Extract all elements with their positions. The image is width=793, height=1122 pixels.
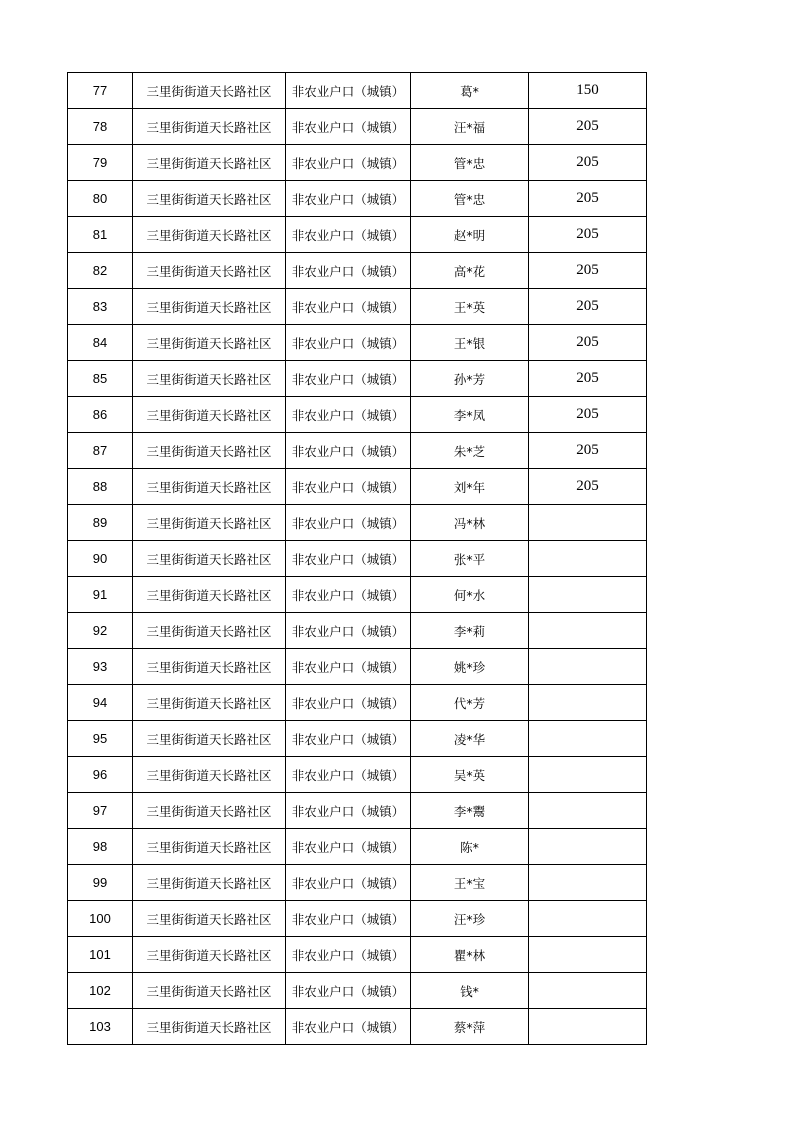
table-row [68, 469, 647, 505]
location-cell: 三里街街道天长路社区 [133, 289, 286, 325]
amount-cell [529, 577, 647, 613]
name-cell: 蔡*萍 [411, 1009, 529, 1045]
table-row [68, 325, 647, 361]
row-number-cell: 86 [68, 397, 133, 433]
household-type-cell: 非农业户口（城镇） [286, 109, 411, 145]
table-row [68, 505, 647, 541]
name-cell: 赵*明 [411, 217, 529, 253]
row-number-cell: 89 [68, 505, 133, 541]
name-cell: 朱*芝 [411, 433, 529, 469]
name-cell: 何*水 [411, 577, 529, 613]
amount-cell: 205 [529, 325, 647, 361]
table-row [68, 361, 647, 397]
amount-cell [529, 649, 647, 685]
amount-cell [529, 685, 647, 721]
household-type-cell: 非农业户口（城镇） [286, 757, 411, 793]
household-type-cell: 非农业户口（城镇） [286, 253, 411, 289]
name-cell: 汪*珍 [411, 901, 529, 937]
household-type-cell: 非农业户口（城镇） [286, 469, 411, 505]
household-type-cell: 非农业户口（城镇） [286, 325, 411, 361]
amount-cell: 205 [529, 469, 647, 505]
location-cell: 三里街街道天长路社区 [133, 541, 286, 577]
location-cell: 三里街街道天长路社区 [133, 397, 286, 433]
amount-cell: 205 [529, 289, 647, 325]
row-number-cell: 99 [68, 865, 133, 901]
household-type-cell: 非农业户口（城镇） [286, 937, 411, 973]
name-cell: 凌*华 [411, 721, 529, 757]
name-cell: 张*平 [411, 541, 529, 577]
household-type-cell: 非农业户口（城镇） [286, 289, 411, 325]
row-number-cell: 87 [68, 433, 133, 469]
name-cell: 王*宝 [411, 865, 529, 901]
table-row [68, 253, 647, 289]
table-row [68, 829, 647, 865]
location-cell: 三里街街道天长路社区 [133, 217, 286, 253]
table-row [68, 217, 647, 253]
name-cell: 钱* [411, 973, 529, 1009]
name-cell: 吴*英 [411, 757, 529, 793]
row-number-cell: 81 [68, 217, 133, 253]
row-number-cell: 92 [68, 613, 133, 649]
name-cell: 姚*珍 [411, 649, 529, 685]
name-cell: 孙*芳 [411, 361, 529, 397]
name-cell: 冯*林 [411, 505, 529, 541]
row-number-cell: 94 [68, 685, 133, 721]
table-row [68, 577, 647, 613]
household-type-cell: 非农业户口（城镇） [286, 1009, 411, 1045]
household-type-cell: 非农业户口（城镇） [286, 829, 411, 865]
location-cell: 三里街街道天长路社区 [133, 433, 286, 469]
amount-cell [529, 541, 647, 577]
amount-cell: 205 [529, 397, 647, 433]
location-cell: 三里街街道天长路社区 [133, 505, 286, 541]
table-row [68, 649, 647, 685]
row-number-cell: 95 [68, 721, 133, 757]
name-cell: 汪*福 [411, 109, 529, 145]
household-type-cell: 非农业户口（城镇） [286, 361, 411, 397]
location-cell: 三里街街道天长路社区 [133, 577, 286, 613]
table-row [68, 541, 647, 577]
household-type-cell: 非农业户口（城镇） [286, 793, 411, 829]
name-cell: 王*英 [411, 289, 529, 325]
amount-cell [529, 505, 647, 541]
name-cell: 管*忠 [411, 145, 529, 181]
location-cell: 三里街街道天长路社区 [133, 649, 286, 685]
household-type-cell: 非农业户口（城镇） [286, 217, 411, 253]
household-type-cell: 非农业户口（城镇） [286, 901, 411, 937]
location-cell: 三里街街道天长路社区 [133, 1009, 286, 1045]
table-body [68, 73, 647, 1045]
location-cell: 三里街街道天长路社区 [133, 361, 286, 397]
name-cell: 李*鬻 [411, 793, 529, 829]
amount-cell: 150 [529, 73, 647, 109]
name-cell: 管*忠 [411, 181, 529, 217]
location-cell: 三里街街道天长路社区 [133, 865, 286, 901]
row-number-cell: 79 [68, 145, 133, 181]
row-number-cell: 83 [68, 289, 133, 325]
amount-cell [529, 973, 647, 1009]
row-number-cell: 93 [68, 649, 133, 685]
row-number-cell: 77 [68, 73, 133, 109]
row-number-cell: 103 [68, 1009, 133, 1045]
row-number-cell: 78 [68, 109, 133, 145]
table-row [68, 109, 647, 145]
table-row [68, 145, 647, 181]
location-cell: 三里街街道天长路社区 [133, 145, 286, 181]
household-type-cell: 非农业户口（城镇） [286, 541, 411, 577]
amount-cell: 205 [529, 109, 647, 145]
table-row [68, 613, 647, 649]
amount-cell: 205 [529, 253, 647, 289]
amount-cell: 205 [529, 181, 647, 217]
table-row [68, 721, 647, 757]
amount-cell [529, 613, 647, 649]
name-cell: 葛* [411, 73, 529, 109]
location-cell: 三里街街道天长路社区 [133, 937, 286, 973]
amount-cell: 205 [529, 145, 647, 181]
name-cell: 瞿*林 [411, 937, 529, 973]
amount-cell [529, 1009, 647, 1045]
row-number-cell: 100 [68, 901, 133, 937]
location-cell: 三里街街道天长路社区 [133, 685, 286, 721]
amount-cell [529, 829, 647, 865]
location-cell: 三里街街道天长路社区 [133, 829, 286, 865]
row-number-cell: 91 [68, 577, 133, 613]
household-type-cell: 非农业户口（城镇） [286, 505, 411, 541]
name-cell: 高*花 [411, 253, 529, 289]
row-number-cell: 97 [68, 793, 133, 829]
household-type-cell: 非农业户口（城镇） [286, 721, 411, 757]
amount-cell [529, 937, 647, 973]
household-type-cell: 非农业户口（城镇） [286, 73, 411, 109]
row-number-cell: 102 [68, 973, 133, 1009]
household-type-cell: 非农业户口（城镇） [286, 973, 411, 1009]
row-number-cell: 98 [68, 829, 133, 865]
household-type-cell: 非农业户口（城镇） [286, 397, 411, 433]
amount-cell [529, 901, 647, 937]
location-cell: 三里街街道天长路社区 [133, 109, 286, 145]
table-row [68, 397, 647, 433]
amount-cell [529, 721, 647, 757]
household-type-cell: 非农业户口（城镇） [286, 685, 411, 721]
location-cell: 三里街街道天长路社区 [133, 469, 286, 505]
name-cell: 李*莉 [411, 613, 529, 649]
name-cell: 代*芳 [411, 685, 529, 721]
table-row [68, 289, 647, 325]
household-type-cell: 非农业户口（城镇） [286, 865, 411, 901]
location-cell: 三里街街道天长路社区 [133, 901, 286, 937]
row-number-cell: 101 [68, 937, 133, 973]
location-cell: 三里街街道天长路社区 [133, 325, 286, 361]
location-cell: 三里街街道天长路社区 [133, 181, 286, 217]
row-number-cell: 90 [68, 541, 133, 577]
table-row [68, 1009, 647, 1045]
household-type-cell: 非农业户口（城镇） [286, 649, 411, 685]
table-row [68, 181, 647, 217]
location-cell: 三里街街道天长路社区 [133, 613, 286, 649]
household-type-cell: 非农业户口（城镇） [286, 181, 411, 217]
table-row [68, 73, 647, 109]
household-type-cell: 非农业户口（城镇） [286, 433, 411, 469]
table-row [68, 757, 647, 793]
row-number-cell: 88 [68, 469, 133, 505]
table-row [68, 901, 647, 937]
household-type-cell: 非农业户口（城镇） [286, 145, 411, 181]
household-type-cell: 非农业户口（城镇） [286, 577, 411, 613]
table-row [68, 685, 647, 721]
amount-cell: 205 [529, 433, 647, 469]
location-cell: 三里街街道天长路社区 [133, 757, 286, 793]
row-number-cell: 84 [68, 325, 133, 361]
row-number-cell: 96 [68, 757, 133, 793]
household-type-cell: 非农业户口（城镇） [286, 613, 411, 649]
amount-cell: 205 [529, 361, 647, 397]
data-table [67, 72, 647, 1045]
row-number-cell: 80 [68, 181, 133, 217]
name-cell: 王*银 [411, 325, 529, 361]
amount-cell [529, 793, 647, 829]
name-cell: 李*凤 [411, 397, 529, 433]
location-cell: 三里街街道天长路社区 [133, 973, 286, 1009]
amount-cell [529, 757, 647, 793]
name-cell: 刘*年 [411, 469, 529, 505]
location-cell: 三里街街道天长路社区 [133, 721, 286, 757]
amount-cell: 205 [529, 217, 647, 253]
table-row [68, 793, 647, 829]
amount-cell [529, 865, 647, 901]
table-row [68, 937, 647, 973]
location-cell: 三里街街道天长路社区 [133, 793, 286, 829]
table-row [68, 973, 647, 1009]
table-row [68, 433, 647, 469]
table-row [68, 865, 647, 901]
location-cell: 三里街街道天长路社区 [133, 253, 286, 289]
row-number-cell: 82 [68, 253, 133, 289]
name-cell: 陈* [411, 829, 529, 865]
row-number-cell: 85 [68, 361, 133, 397]
location-cell: 三里街街道天长路社区 [133, 73, 286, 109]
